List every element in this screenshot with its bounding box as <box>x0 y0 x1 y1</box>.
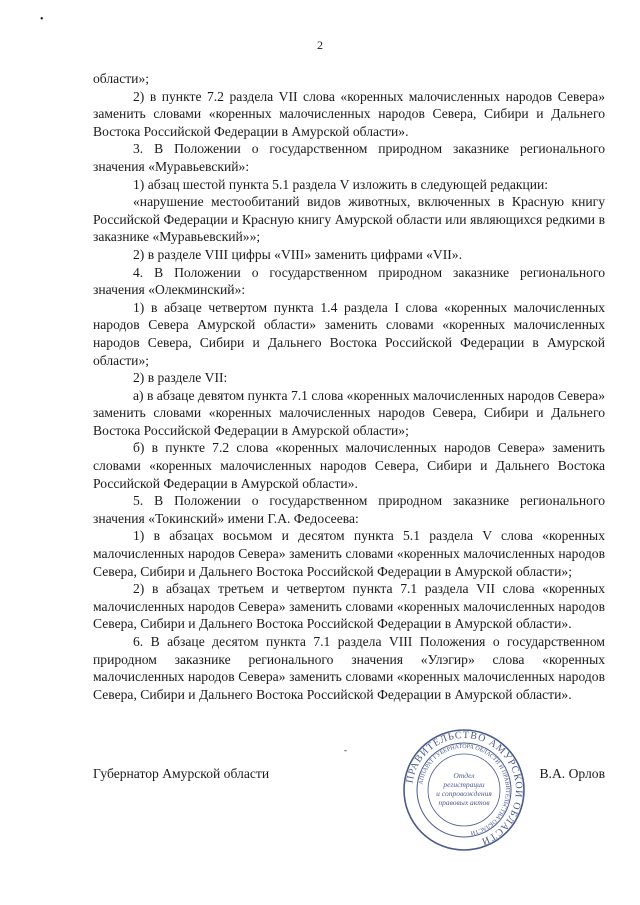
page-number: 2 <box>317 38 323 52</box>
stamp-center-text <box>436 771 492 807</box>
stray-mark: - <box>344 745 347 755</box>
paragraph: 1) в абзацах восьмом и десятом пункта 5.1 раздела V слова «коренных малочисленных народов Севера» заменить словами «коренных малочисленных народов Севера, Сибири и Дальнего Востока Российской Федерации в Амурской области»; <box>93 528 605 579</box>
paragraph: 3. В Положении о государственном природном заказнике регионального значения «Муравьевский»: <box>93 141 605 174</box>
paragraph: 2) в разделе VII: <box>133 370 228 386</box>
stamp-center-line: правовых актов <box>438 798 490 807</box>
stamp-center-line: регистрации <box>443 780 485 789</box>
paragraph: 2) в абзацах третьем и четвертом пункта 7.1 раздела VII слова «коренных малочисленных народов Севера» заменить словами «коренных малочисленных народов Севера, Сибири и Дальнего Востока Российской Федерации в Амурской области». <box>93 581 605 632</box>
paragraph: 1) абзац шестой пункта 5.1 раздела V изложить в следующей редакции: <box>133 176 549 192</box>
paragraph: 4. В Положении о государственном природном заказнике регионального значения «Олекминский»: <box>93 264 605 298</box>
document-body <box>93 70 605 703</box>
paragraph: 6. В абзаце десятом пункта 7.1 раздела VIII Положения о государственном природном заказнике регионального значения «Улэгир» слова «коренных малочисленных народов Севера» заменить словами «коренных малочисленных народов Севера, Сибири и Дальнего Востока Российской Федерации в Амурской области». <box>93 634 605 702</box>
paragraph: 2) в пункте 7.2 раздела VII слова «коренных малочисленных народов Севера» заменить словами «коренных малочисленных народов Севера, Сибири и Дальнего Востока Российской Федерации в Амурской области». <box>93 88 605 139</box>
stamp-inner-text: АППАРАТ ГУБЕРНАТОРА ОБЛАСТИ И ПРАВИТЕЛЬСТВА ОБЛАСТИ <box>418 743 511 836</box>
stamp-center-line: Отдел <box>453 771 475 780</box>
stamp-center-line: и сопровождения <box>436 789 492 798</box>
corner-mark: • <box>40 14 44 25</box>
stamp-outer-text: ПРАВИТЕЛЬСТВО АМУРСКОЙ ОБЛАСТИ <box>404 729 525 847</box>
paragraph: а) в абзаце девятом пункта 7.1 слова «коренных малочисленных народов Севера» заменить словами «коренных малочисленных народов Севера, Сибири и Дальнего Востока Российской Федерации в Амурской области»; <box>93 387 605 438</box>
signature-block <box>93 766 605 786</box>
signatory-name: В.А. Орлов <box>539 766 605 781</box>
paragraph: области»; <box>93 71 150 86</box>
paragraph: «нарушение местообитаний видов животных, включенных в Красную книгу Российской Федерации и Красную книгу Амурской области или являющихся редкими в заказнике «Муравьевский»»; <box>93 194 605 245</box>
paragraph: 1) в абзаце четвертом пункта 1.4 раздела I слова «коренных малочисленных народов Севера Амурской области» заменить словами «коренных малочисленных народов Севера, Сибири и Дальнего Востока Российской Федерации в Амурской области»; <box>93 299 605 368</box>
paragraph: 5. В Положении о государственном природном заказнике регионального значения «Токинский» имени Г.А. Федосеева: <box>93 493 605 526</box>
paragraph: 2) в разделе VIII цифры «VIII» заменить цифрами «VII». <box>133 246 462 262</box>
paragraph: б) в пункте 7.2 слова «коренных малочисленных народов Севера» заменить словами «коренных малочисленных народов Севера, Сибири и Дальнего Востока Российской Федерации в Амурской области». <box>93 440 605 491</box>
signatory-title: Губернатор Амурской области <box>93 766 270 781</box>
official-stamp <box>402 728 526 852</box>
